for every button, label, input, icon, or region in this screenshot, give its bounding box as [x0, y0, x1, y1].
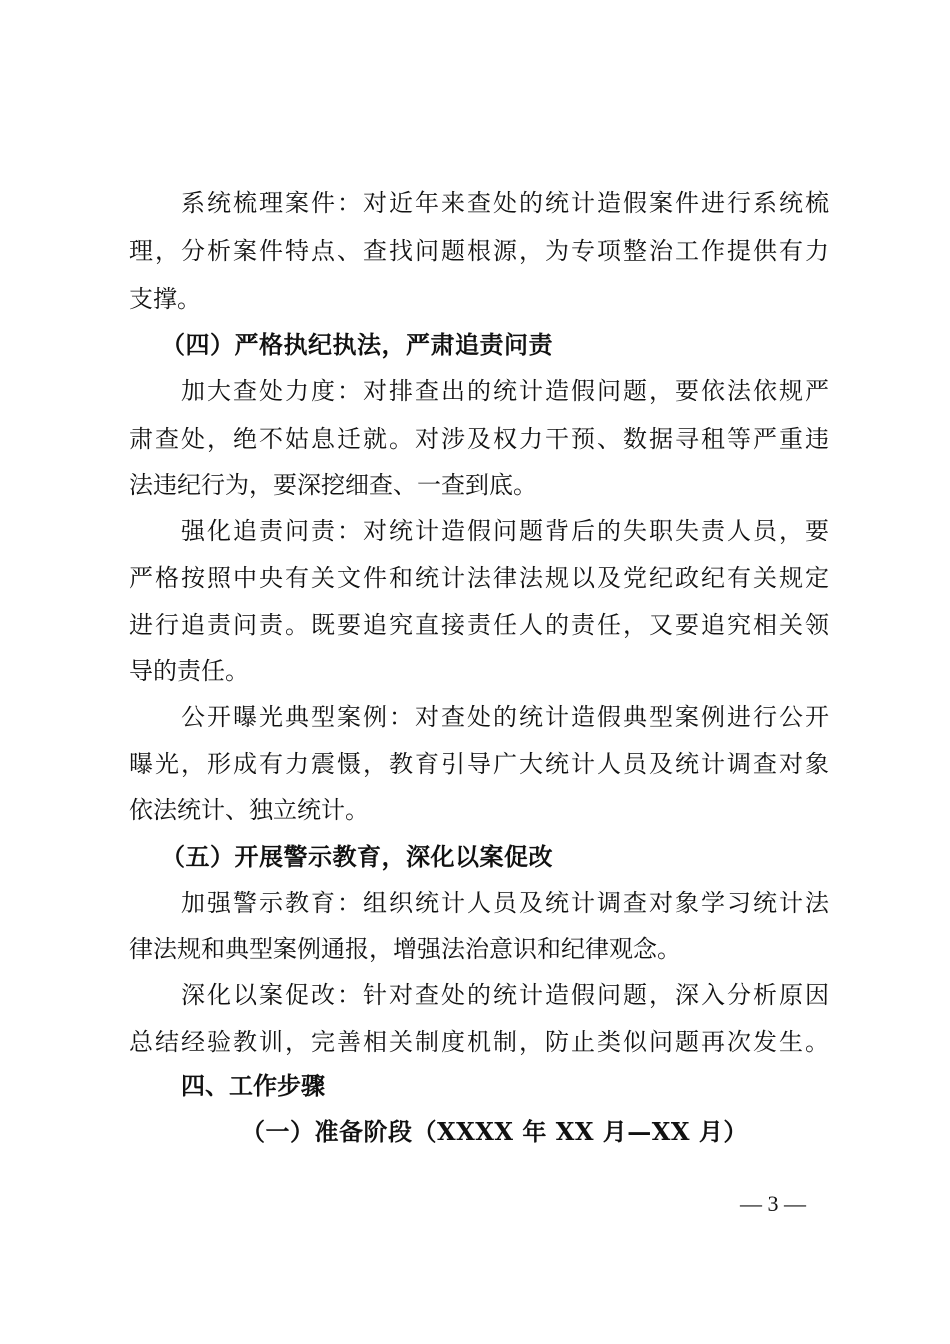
paragraph-line: 支撑。 [129, 285, 201, 313]
paragraph-line: 总结经验教训，完善相关制度机制，防止类似问题再次发生。 [129, 1028, 829, 1056]
subsection-heading: （一）准备阶段（XXXX 年 XX 月—XX 月） [241, 1117, 748, 1146]
paragraph-line: 依法统计、独立统计。 [129, 796, 369, 824]
paragraph-line: 曝光，形成有力震慑，教育引导广大统计人员及统计调查对象 [129, 750, 829, 778]
paragraph-line: 系统梳理案件：对近年来查处的统计造假案件进行系统梳 [181, 189, 829, 217]
paragraph-line: 法违纪行为，要深挖细查、一查到底。 [129, 471, 537, 499]
paragraph-line: 律法规和典型案例通报，增强法治意识和纪律观念。 [129, 935, 681, 963]
paragraph-line: 理，分析案件特点、查找问题根源，为专项整治工作提供有力 [129, 237, 829, 265]
paragraph-line: 强化追责问责：对统计造假问题背后的失职失责人员，要 [181, 517, 829, 545]
paragraph-line: 导的责任。 [129, 657, 249, 685]
paragraph-line: 严格按照中央有关文件和统计法律法规以及党纪政纪有关规定 [129, 564, 829, 592]
part-heading: 四、工作步骤 [181, 1072, 325, 1100]
section-heading: （四）严格执纪执法，严肃追责问责 [161, 330, 553, 359]
paragraph-line: 肃查处，绝不姑息迁就。对涉及权力干预、数据寻租等严重违 [129, 425, 829, 453]
paragraph-line: 进行追责问责。既要追究直接责任人的责任，又要追究相关领 [129, 611, 829, 639]
section-heading: （五）开展警示教育，深化以案促改 [161, 842, 553, 871]
paragraph-line: 加强警示教育：组织统计人员及统计调查对象学习统计法 [181, 889, 829, 917]
paragraph-line: 深化以案促改：针对查处的统计造假问题，深入分析原因 [181, 981, 829, 1009]
page-number: — 3 — [740, 1191, 806, 1216]
paragraph-line: 加大查处力度：对排查出的统计造假问题，要依法依规严 [181, 377, 829, 405]
paragraph-line: 公开曝光典型案例：对查处的统计造假典型案例进行公开 [181, 703, 829, 731]
